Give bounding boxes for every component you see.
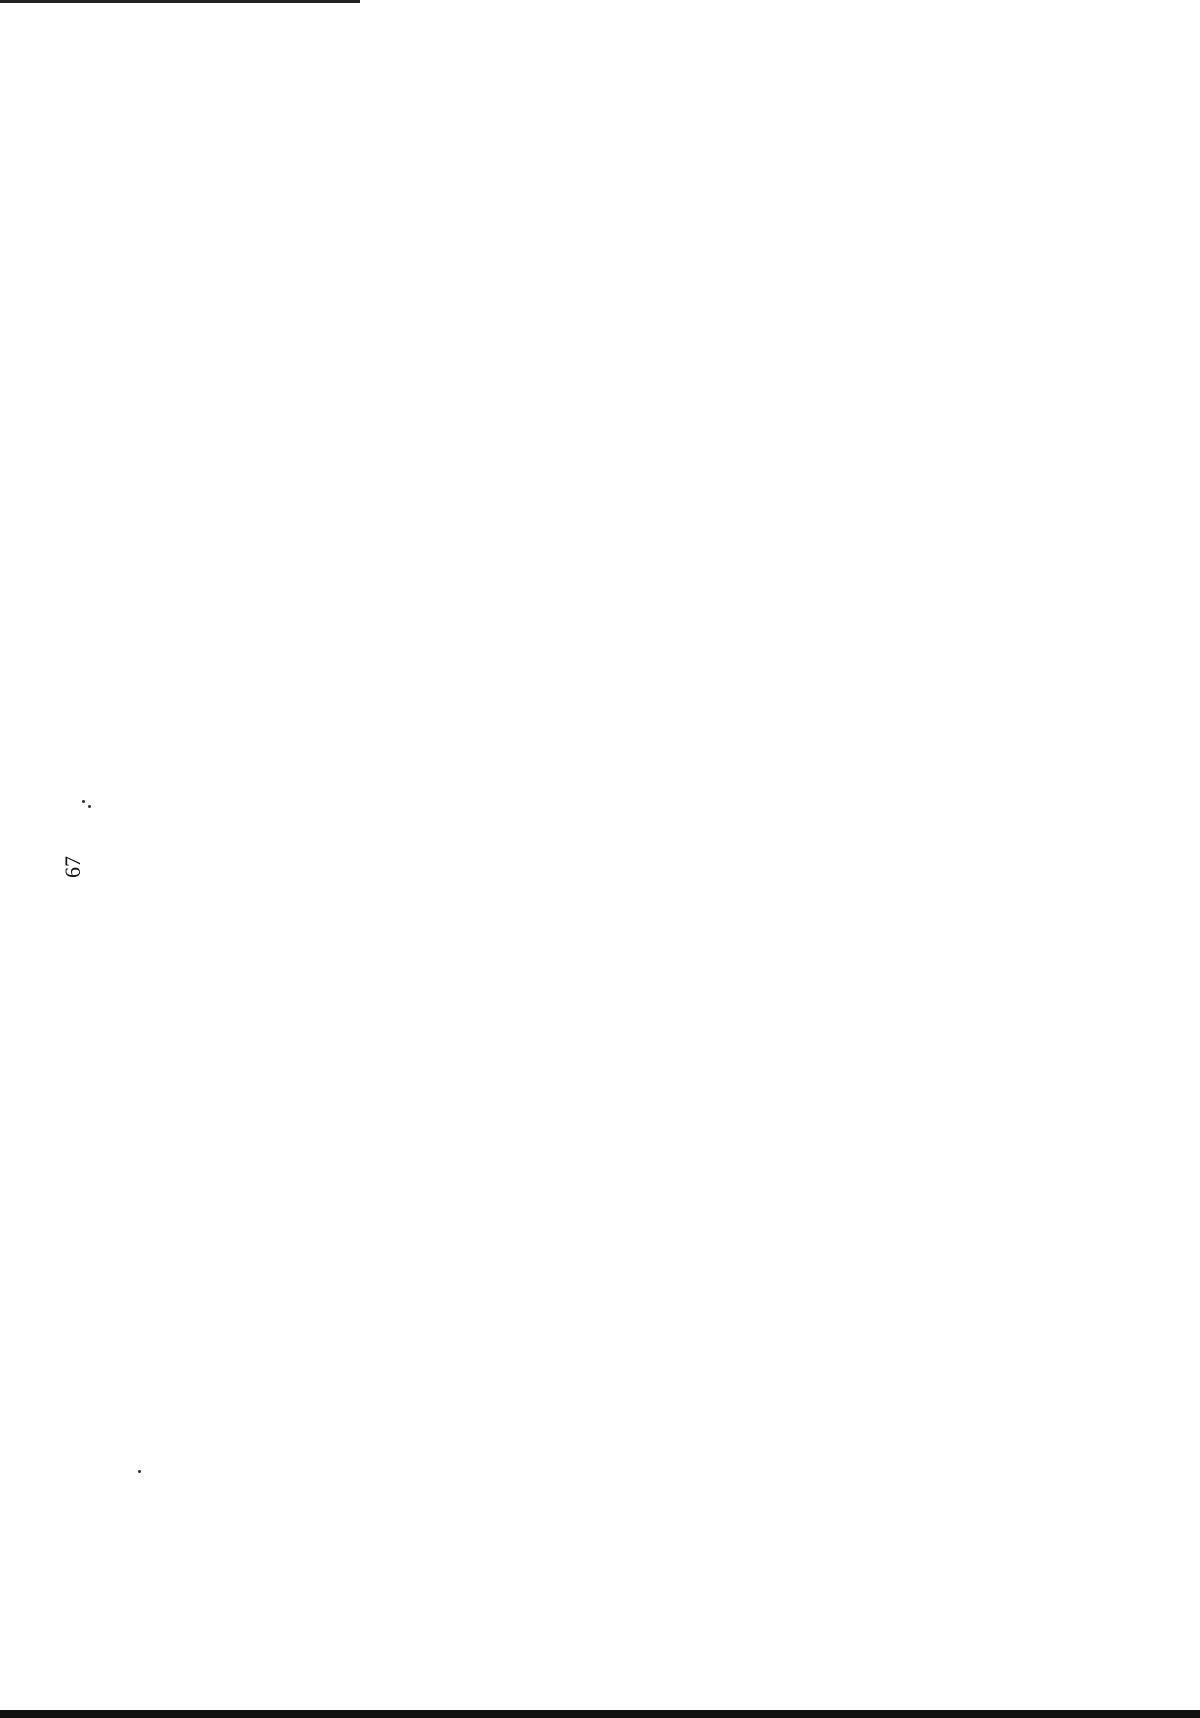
page-number: 67: [60, 856, 85, 878]
scan-speck: [138, 1470, 141, 1473]
scan-bottom-edge: [0, 1710, 1200, 1718]
scan-top-edge: [0, 0, 360, 3]
rotated-table-wrapper: [1072, 0, 1200, 8]
scan-speck: [88, 805, 91, 808]
scan-speck: [82, 800, 85, 803]
